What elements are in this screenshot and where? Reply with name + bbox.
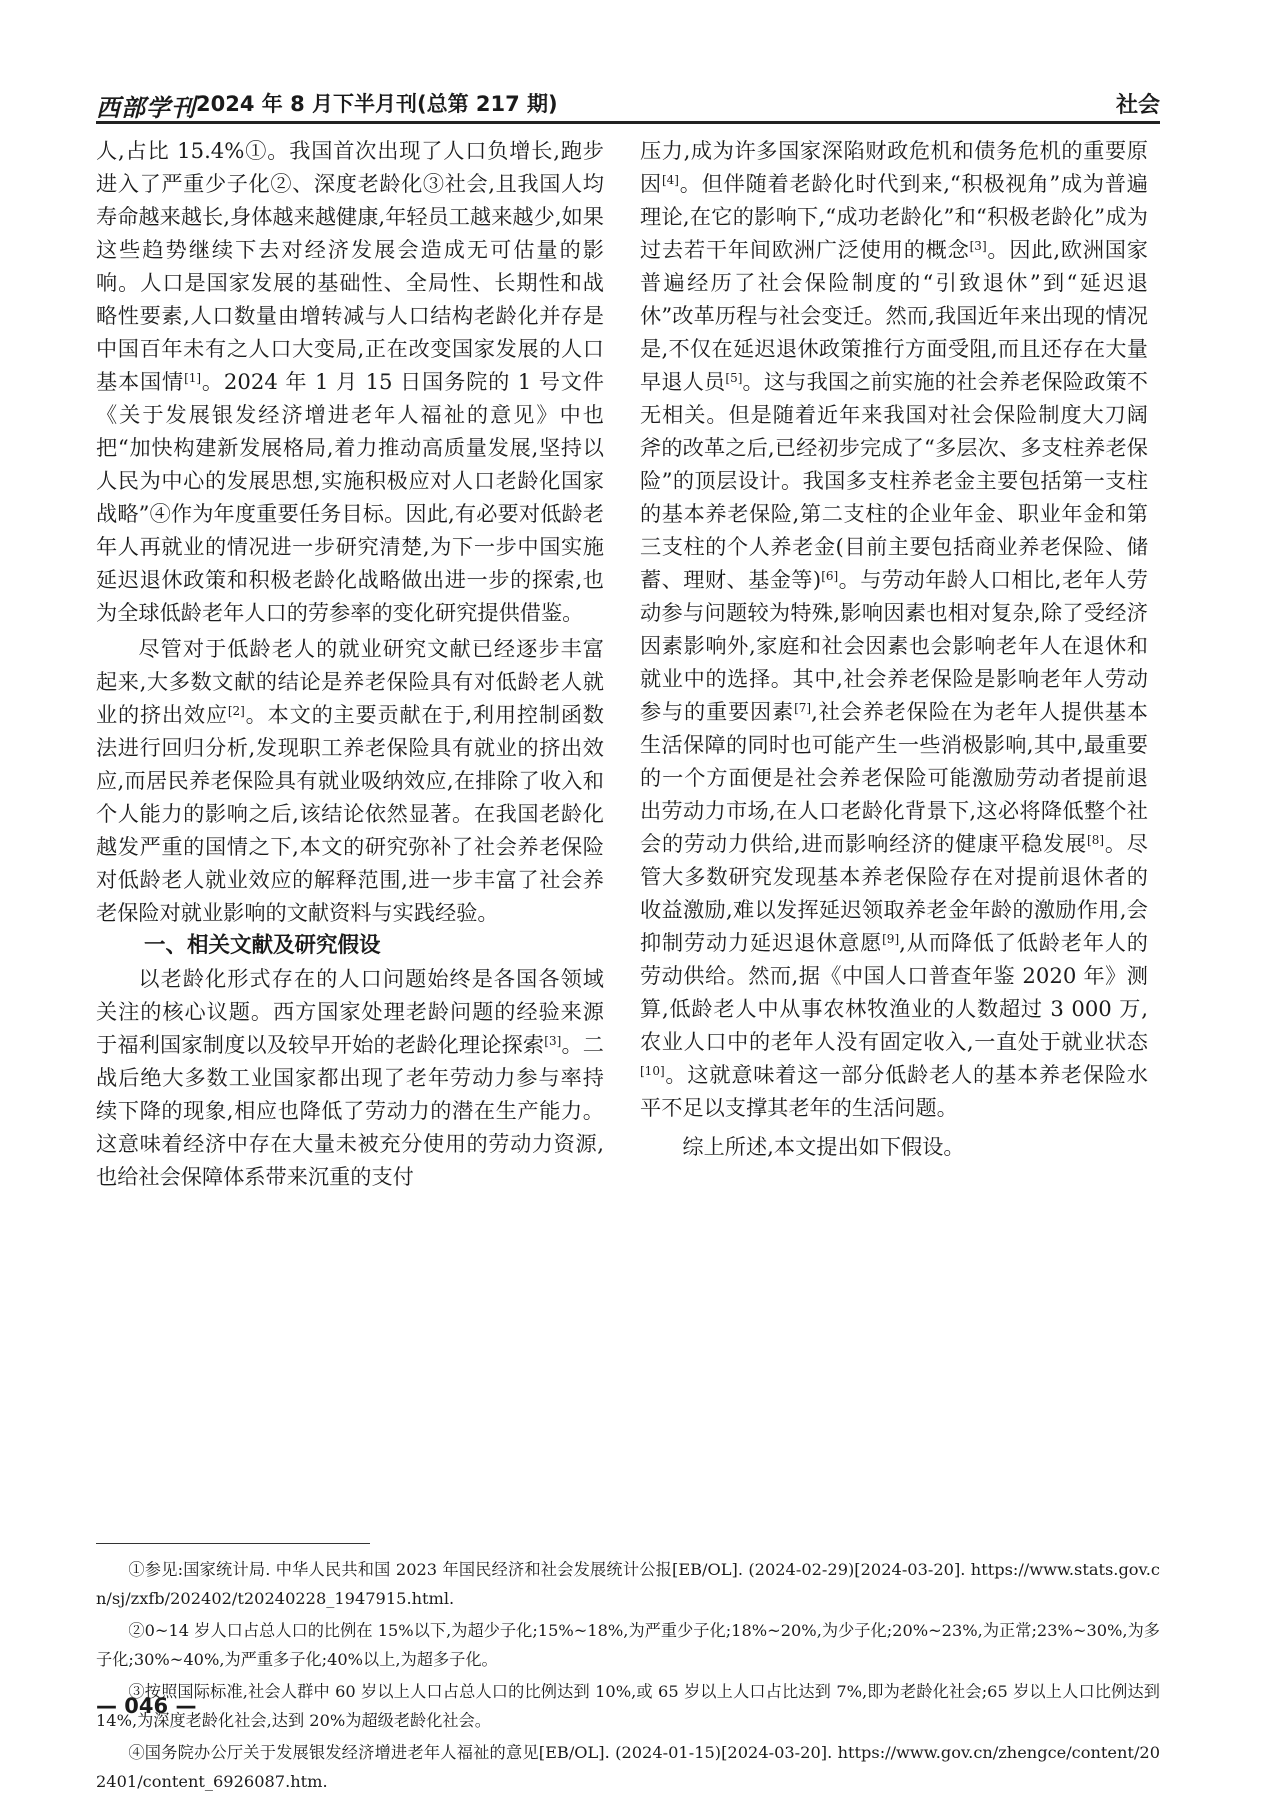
footnote: ④国务院办公厅关于发展银发经济增进老年人福祉的意见[EB/OL]. (2024-01-15)[2024-03-20]. https://www.gov.cn/zhengce/content/202401/content_6926087.htm. <box>96 1743 1160 1791</box>
paragraph: 综上所述,本文提出如下假设。 <box>682 1134 965 1159</box>
citation: [9] <box>882 932 900 946</box>
footnote: ②0~14 岁人口占总人口的比例在 15%以下,为超少子化;15%~18%,为严重少子化;18%~20%,为少子化;20%~23%,为正常;23%~30%,为多子化;30%~40%,为严重多子化;40%以上,为超多子化。 <box>96 1621 1160 1669</box>
footnote-rule <box>96 1543 370 1544</box>
right-column <box>640 134 1148 1163</box>
citation: [3] <box>544 1034 562 1048</box>
citation: [4] <box>661 173 679 187</box>
citation: [2] <box>227 704 245 718</box>
journal-logo: 西部学刊 <box>96 96 196 122</box>
citation: [10] <box>640 1064 665 1078</box>
citation: [3] <box>969 239 987 253</box>
section-heading: 一、相关文献及研究假设 <box>144 933 381 958</box>
page-number: — 046 — <box>96 1694 197 1718</box>
footnotes <box>96 1555 1160 1799</box>
footnote: ③按照国际标准,社会人群中 60 岁以上人口占总人口的比例达到 10%,或 65 岁以上人口占比达到 7%,即为老龄化社会;65 岁以上人口比例达到 14%,为深度老龄化社会,达到 20%为超级老龄化社会。 <box>96 1682 1160 1730</box>
left-column <box>96 134 604 1193</box>
citation: [7] <box>794 701 812 715</box>
paragraph: 人,占比 15.4%①。我国首次出现了人口负增长,跑步进入了严重少子化②、深度老龄化③社会,且我国人均寿命越来越长,身体越来越健康,年轻员工越来越少,如果这些趋势继续下去对经济发展会造成无可估量的影响。人口是国家发展的基础性、全局性、长期性和战略性要素,人口数量由增转减与人口结构老龄化并存是中国百年未有之人口大变局,正在改变国家发展的人口基本国情[1]。2024 年 1 月 15 日国务院的 1 号文件《关于发展银发经济增进老年人福祉的意见》中也把“加快构建新发展格局,着力推动高质量发展,坚持以人民为中心的发展思想,实施积极应对人口老龄化国家战略”④作为年度重要任务目标。因此,有必要对低龄老年人再就业的情况进一步研究清楚,为下一步中国实施延迟退休政策和积极老龄化战略做出进一步的探索,也为全球低龄老年人口的劳参率的变化研究提供借鉴。 <box>96 138 604 625</box>
citation: [5] <box>725 371 743 385</box>
citation: [6] <box>821 569 839 583</box>
running-header <box>96 82 1160 122</box>
header-rule <box>96 121 1160 124</box>
paragraph: 压力,成为许多国家深陷财政危机和债务危机的重要原因[4]。但伴随着老龄化时代到来,“积极视角”成为普遍理论,在它的影响下,“成功老龄化”和“积极老龄化”成为过去若干年间欧洲广泛使用的概念[3]。因此,欧洲国家普遍经历了社会保险制度的“引致退休”到“延迟退休”改革历程与社会变迁。然而,我国近年来出现的情况是,不仅在延迟退休政策推行方面受阻,而且还存在大量早退人员[5]。这与我国之前实施的社会养老保险政策不无相关。但是随着近年来我国对社会保险制度大刀阔斧的改革之后,已经初步完成了“多层次、多支柱养老保险”的顶层设计。我国多支柱养老金主要包括第一支柱的基本养老保险,第二支柱的企业年金、职业年金和第三支柱的个人养老金(目前主要包括商业养老保险、储蓄、理财、基金等)[6]。与劳动年龄人口相比,老年人劳动参与问题较为特殊,影响因素也相对复杂,除了受经济因素影响外,家庭和社会因素也会影响老年人在退休和就业中的选择。其中,社会养老保险是影响老年人劳动参与的重要因素[7],社会养老保险在为老年人提供基本生活保障的同时也可能产生一些消极影响,其中,最重要的一个方面便是社会养老保险可能激励劳动者提前退出劳动力市场,在人口老龄化背景下,这必将降低整个社会的劳动力供给,进而影响经济的健康平稳发展[8]。尽管大多数研究发现基本养老保险存在对提前退休者的收益激励,难以发挥延迟领取养老金年龄的激励作用,会抑制劳动力延迟退休意愿[9],从而降低了低龄老年人的劳动供给。然而,据《中国人口普查年鉴 2020 年》测算,低龄老人中从事农林牧渔业的人数超过 3 000 万,农业人口中的老年人没有固定收入,一直处于就业状态[10]。这就意味着这一部分低龄老人的基本养老保险水平不足以支撑其老年的生活问题。 <box>640 138 1148 1120</box>
paragraph: 尽管对于低龄老人的就业研究文献已经逐步丰富起来,大多数文献的结论是养老保险具有对低龄老人就业的挤出效应[2]。本文的主要贡献在于,利用控制函数法进行回归分析,发现职工养老保险具有就业的挤出效应,而居民养老保险具有就业吸纳效应,在排除了收入和个人能力的影响之后,该结论依然显著。在我国老龄化越发严重的国情之下,本文的研究弥补了社会养老保险对低龄老人就业效应的解释范围,进一步丰富了社会养老保险对就业影响的文献资料与实践经验。 <box>96 636 604 925</box>
paragraph: 以老龄化形式存在的人口问题始终是各国各领域关注的核心议题。西方国家处理老龄问题的经验来源于福利国家制度以及较早开始的老龄化理论探索[3]。二战后绝大多数工业国家都出现了老年劳动力参与率持续下降的现象,相应也降低了劳动力的潜在生产能力。这意味着经济中存在大量未被充分使用的劳动力资源,也给社会保障体系带来沉重的支付 <box>96 966 604 1189</box>
citation: [1] <box>184 371 202 385</box>
section-label: 社会 <box>1115 93 1160 118</box>
citation: [8] <box>1087 833 1105 847</box>
issue-info: 2024 年 8 月下半月刊(总第 217 期) <box>196 92 558 116</box>
footnote: ①参见:国家统计局. 中华人民共和国 2023 年国民经济和社会发展统计公报[EB/OL]. (2024-02-29)[2024-03-20]. https://www.stats.gov.cn/sj/zxfb/202402/t20240228_1947915.html. <box>96 1560 1160 1608</box>
